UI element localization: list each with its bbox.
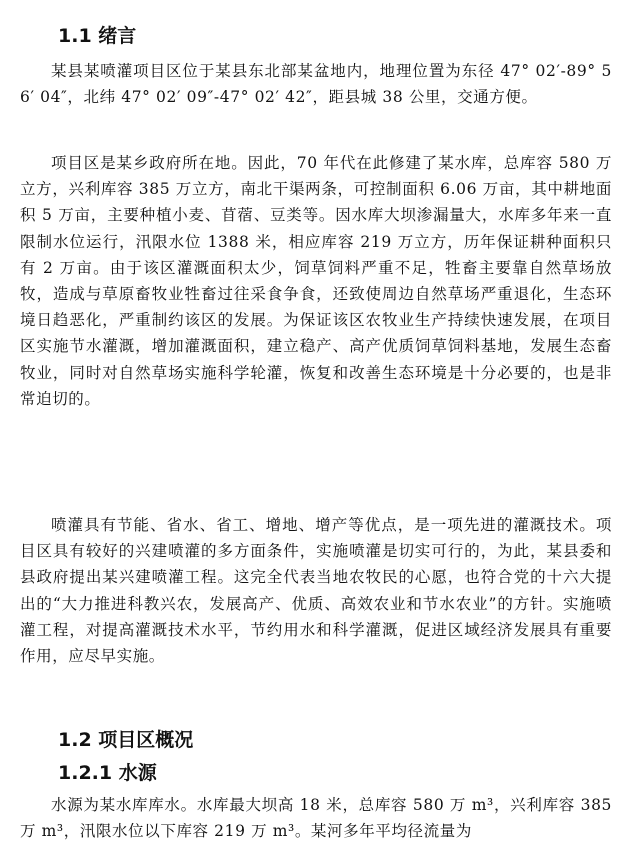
intro-paragraph-location: 某县某喷灌项目区位于某县东北部某盆地内，地理位置为东径 47° 02′-89° 56′ 04″，北纬 47° 02′ 09″-47° 02′ 42″，距县城 38 公里，交通方便。 [20,62,612,107]
water-source-paragraph: 水源为某水库库水。水库最大坝高 18 米，总库容 580 万 m³，兴利库容 385 万 m³，汛限水位以下库容 219 万 m³。某河多年平均径流量为 [20,796,612,841]
subsection-heading-water-source: 1.2.1 水源 [58,762,157,784]
section-heading-overview: 1.2 项目区概况 [58,729,194,751]
section-heading-intro: 1.1 绪言 [58,25,137,47]
intro-paragraph-background: 项目区是某乡政府所在地。因此，70 年代在此修建了某水库，总库容 580 万立方，兴利库容 385 万立方，南北干渠两条，可控制面积 6.06 万亩，其中耕地面积 5 万亩，主要种植小麦、苜蓿、豆类等。因水库大坝渗漏量大，水库多年来一直限制水位运行，汛限水位 1388 米，相应库容 219 万立方，历年保证耕种面积只有 2 万亩。由于该区灌溉面积太少，饲草饲料严重不足，牲畜主要靠自然草场放牧，造成与草原畜牧业牲畜过往采食争食，还致使周边自然草场严重退化，生态环境日趋恶化，严重制约该区的发展。为保证该区农牧业生产持续快速发展，在项目区实施节水灌溉，增加灌溉面积，建立稳产、高产优质饲草饲料基地，发展生态畜牧业，同时对自然草场实施科学轮灌，恢复和改善生态环境是十分必要的，也是非常迫切的。 [20,154,612,408]
intro-paragraph-sprinkler: 喷灌具有节能、省水、省工、增地、增产等优点，是一项先进的灌溉技术。项目区具有较好的兴建喷灌的多方面条件，实施喷灌是切实可行的，为此，某县委和县政府提出某兴建喷灌工程。这完全代表当地农牧民的心愿，也符合党的十六大提出的“大力推进科教兴农，发展高产、优质、高效农业和节水农业”的方针。实施喷灌工程，对提高灌溉技术水平，节约用水和科学灌溉，促进区域经济发展具有重要作用，应尽早实施。 [20,516,612,666]
